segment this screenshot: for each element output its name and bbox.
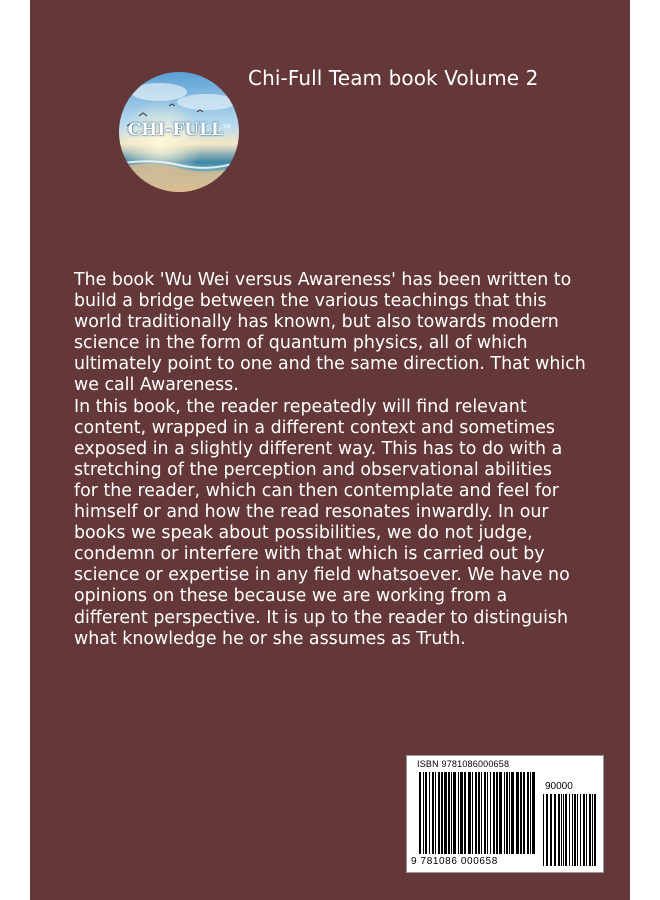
blurb-line: content, wrapped in a different context and sometimes	[74, 417, 555, 438]
blurb-line: The book 'Wu Wei versus Awareness' has been written to	[74, 270, 572, 290]
logo-trademark: TM	[223, 124, 231, 131]
blurb-line: what knowledge he or she assumes as Truth.	[74, 628, 466, 649]
book-back-cover	[30, 0, 630, 900]
blurb-line: stretching of the perception and observational abilities	[74, 459, 552, 480]
blurb-line: In this book, the reader repeatedly will find relevant	[74, 396, 527, 417]
blurb-text	[74, 270, 634, 650]
isbn-label: ISBN 9781086000658	[417, 759, 510, 769]
blurb-line: exposed in a slightly different way. This has to do with a	[74, 438, 563, 459]
chi-full-logo	[119, 72, 239, 192]
blurb-line: different perspective. It is up to the reader to distinguish	[74, 607, 568, 628]
logo-text: CHI-FULL	[127, 120, 224, 140]
blurb-line: himself or and how the read resonates inwardly. In our	[74, 502, 549, 523]
blurb-line: we call Awareness.	[74, 375, 239, 396]
blurb-line: books we speak about possibilities, we do not judge,	[74, 523, 533, 544]
blurb-line: science or expertise in any field whatsoever. We have no	[74, 565, 570, 586]
ean-digits: 9 781086 000658	[411, 856, 498, 867]
isbn-barcode	[406, 755, 604, 873]
blurb-line: science in the form of quantum physics, all of which	[74, 333, 528, 354]
blurb-line: for the reader, which can then contemplate and feel for	[74, 480, 559, 501]
blurb-line: opinions on these because we are working from a	[74, 586, 508, 607]
price-code: 90000	[545, 781, 573, 792]
blurb-line: ultimately point to one and the same direction. That which	[74, 354, 586, 375]
series-title: Chi-Full Team book Volume 2	[248, 66, 539, 90]
blurb-line: world traditionally has known, but also towards modern	[74, 312, 559, 333]
blurb-line: condemn or interfere with that which is carried out by	[74, 544, 545, 565]
blurb-line: build a bridge between the various teachings that this	[74, 291, 547, 312]
